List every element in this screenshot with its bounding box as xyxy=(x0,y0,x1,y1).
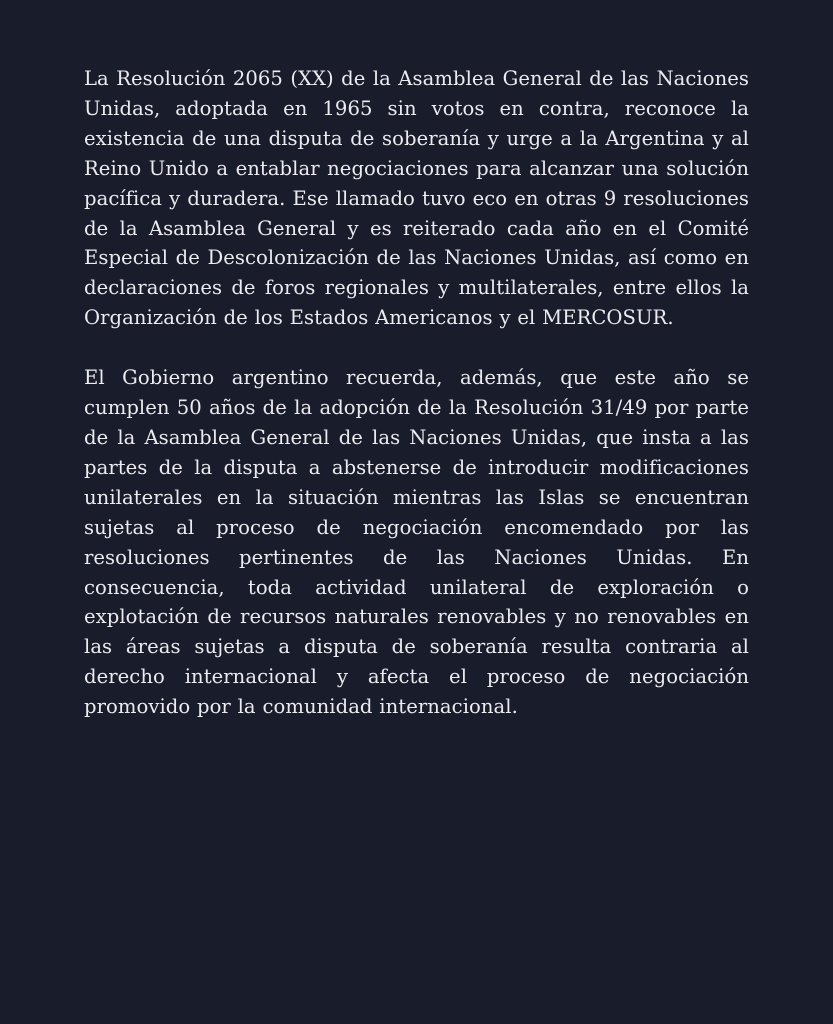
paragraph-resolution-31-49: El Gobierno argentino recuerda, además, que este año se cumplen 50 años de la adopción de la Resolución 31/49 por parte de la Asamblea General de las Naciones Unidas, que insta a las partes de la disputa a abstenerse de introducir modificaciones unilaterales en la situación mientras las Islas se encuentran sujetas al proceso de negociación encomendado por las resoluciones pertinentes de las Naciones Unidas. En consecuencia, toda actividad unilateral de exploración o explotación de recursos naturales renovables y no renovables en las áreas sujetas a disputa de soberanía resulta contraria al derecho internacional y afecta el proceso de negociación promovido por la comunidad internacional. xyxy=(84,366,749,719)
paragraph-resolution-2065: La Resolución 2065 (XX) de la Asamblea General de las Naciones Unidas, adoptada en 1965 sin votos en contra, reconoce la existencia de una disputa de soberanía y urge a la Argentina y al Reino Unido a entablar negociaciones para alcanzar una solución pacífica y duradera. Ese llamado tuvo eco en otras 9 resoluciones de la Asamblea General y es reiterado cada año en el Comité Especial de Descolonización de las Naciones Unidas, así como en declaraciones de foros regionales y multilaterales, entre ellos la Organización de los Estados Americanos y el MERCOSUR. xyxy=(84,67,749,330)
